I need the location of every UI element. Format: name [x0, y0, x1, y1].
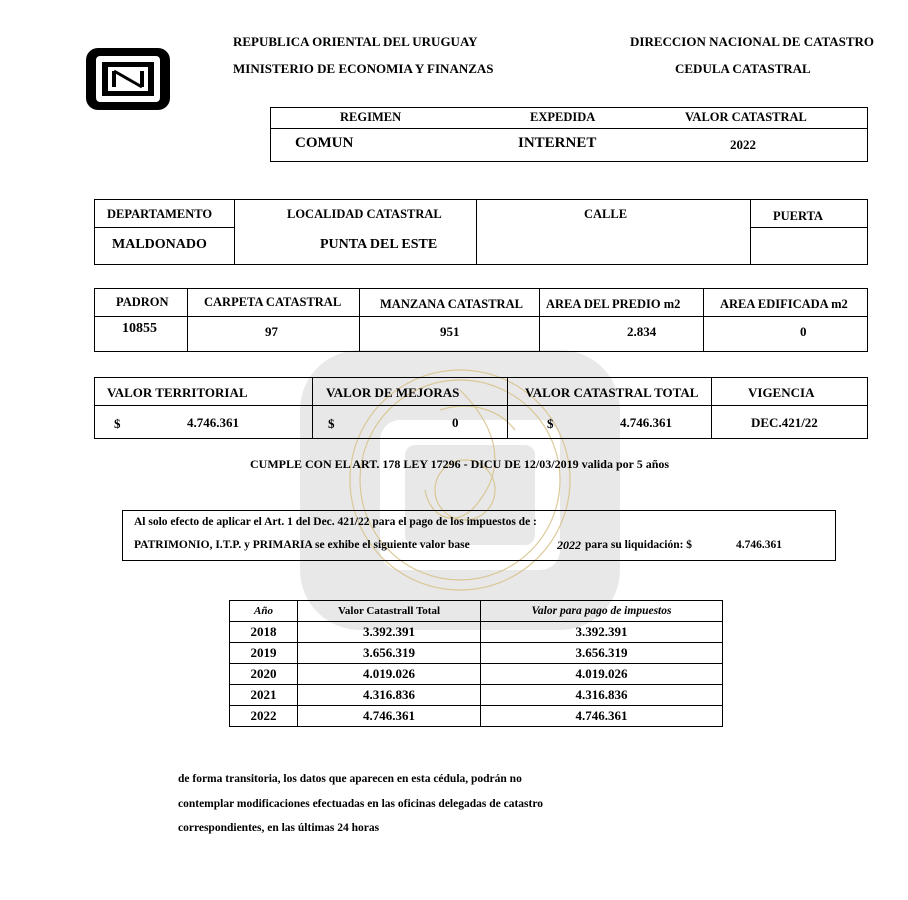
carpeta-value: 97 — [265, 324, 278, 339]
area-edificada-label: AREA EDIFICADA m2 — [720, 297, 848, 311]
valor-total-label: VALOR CATASTRAL TOTAL — [525, 385, 699, 400]
tax-cell: 4.746.361 — [481, 706, 723, 727]
notice-line-2-tail: para su liquidación: $ — [585, 539, 693, 551]
currency-symbol: $ — [547, 416, 554, 431]
catastro-logo-icon — [84, 46, 172, 112]
table-row — [230, 664, 723, 685]
currency-symbol: $ — [114, 416, 121, 431]
table-row — [230, 643, 723, 664]
notice-year: 2022 — [557, 538, 581, 552]
regimen-label: REGIMEN — [340, 110, 402, 124]
total-cell: 3.392.391 — [298, 622, 481, 643]
table-row — [230, 622, 723, 643]
agency-name: DIRECCION NACIONAL DE CATASTRO — [630, 34, 875, 49]
manzana-label: MANZANA CATASTRAL — [380, 297, 523, 311]
valor-catastral-year: 2022 — [730, 137, 756, 152]
departamento-label: DEPARTAMENTO — [107, 207, 213, 221]
year-cell: 2022 — [230, 706, 298, 727]
table-row — [230, 706, 723, 727]
calle-label: CALLE — [584, 207, 628, 221]
carpeta-label: CARPETA CATASTRAL — [204, 295, 342, 309]
total-header: Valor Catastrall Total — [298, 601, 481, 622]
year-cell: 2020 — [230, 664, 298, 685]
document-title: CEDULA CATASTRAL — [675, 61, 811, 76]
currency-symbol: $ — [328, 416, 335, 431]
total-cell: 3.656.319 — [298, 643, 481, 664]
footer-line-2: contemplar modificaciones efectuadas en las oficinas delegadas de catastro — [178, 798, 543, 810]
regimen-value: COMUN — [295, 135, 354, 151]
expedida-value: INTERNET — [518, 135, 597, 151]
valor-catastral-label: VALOR CATASTRAL — [685, 110, 807, 124]
history-header-row — [230, 601, 723, 622]
compliance-note: CUMPLE CON EL ART. 178 LEY 17296 - DICU DE 12/03/2019 valida por 5 años — [250, 457, 670, 471]
area-predio-label: AREA DEL PREDIO m2 — [546, 297, 681, 311]
notice-line-1: Al solo efecto de aplicar el Art. 1 del Dec. 421/22 para el pago de los impuestos de : — [134, 516, 537, 528]
footer-line-1: de forma transitoria, los datos que aparecen en esta cédula, podrán no — [178, 773, 522, 785]
valor-territorial-label: VALOR TERRITORIAL — [107, 385, 248, 400]
padron-label: PADRON — [116, 295, 169, 309]
year-header: Año — [230, 601, 298, 622]
area-edificada-value: 0 — [800, 324, 807, 339]
total-cell: 4.316.836 — [298, 685, 481, 706]
year-cell: 2019 — [230, 643, 298, 664]
year-cell: 2018 — [230, 622, 298, 643]
puerta-label: PUERTA — [773, 209, 824, 223]
notice-line-2: PATRIMONIO, I.T.P. y PRIMARIA se exhibe el siguiente valor base — [134, 539, 470, 551]
valor-total-value: 4.746.361 — [620, 415, 672, 430]
area-predio-value: 2.834 — [627, 324, 657, 339]
expedida-label: EXPEDIDA — [530, 110, 596, 124]
tax-cell: 4.019.026 — [481, 664, 723, 685]
vigencia-label: VIGENCIA — [748, 385, 815, 400]
tax-header: Valor para pago de impuestos — [481, 601, 723, 622]
history-table — [229, 600, 723, 727]
tax-cell: 3.392.391 — [481, 622, 723, 643]
manzana-value: 951 — [440, 324, 460, 339]
notice-value: 4.746.361 — [736, 539, 782, 551]
tax-cell: 3.656.319 — [481, 643, 723, 664]
total-cell: 4.019.026 — [298, 664, 481, 685]
year-cell: 2021 — [230, 685, 298, 706]
departamento-value: MALDONADO — [112, 237, 207, 252]
tax-cell: 4.316.836 — [481, 685, 723, 706]
valor-mejoras-value: 0 — [452, 415, 459, 430]
ministry-name: MINISTERIO DE ECONOMIA Y FINANZAS — [233, 61, 494, 76]
valor-territorial-value: 4.746.361 — [187, 415, 239, 430]
valor-mejoras-label: VALOR DE MEJORAS — [326, 385, 460, 400]
padron-value: 10855 — [122, 321, 157, 336]
country-name: REPUBLICA ORIENTAL DEL URUGUAY — [233, 34, 478, 49]
localidad-value: PUNTA DEL ESTE — [320, 237, 438, 252]
table-row — [230, 685, 723, 706]
footer-line-3: correspondientes, en las últimas 24 horas — [178, 822, 380, 834]
localidad-label: LOCALIDAD CATASTRAL — [287, 207, 442, 221]
vigencia-value: DEC.421/22 — [751, 415, 818, 430]
total-cell: 4.746.361 — [298, 706, 481, 727]
